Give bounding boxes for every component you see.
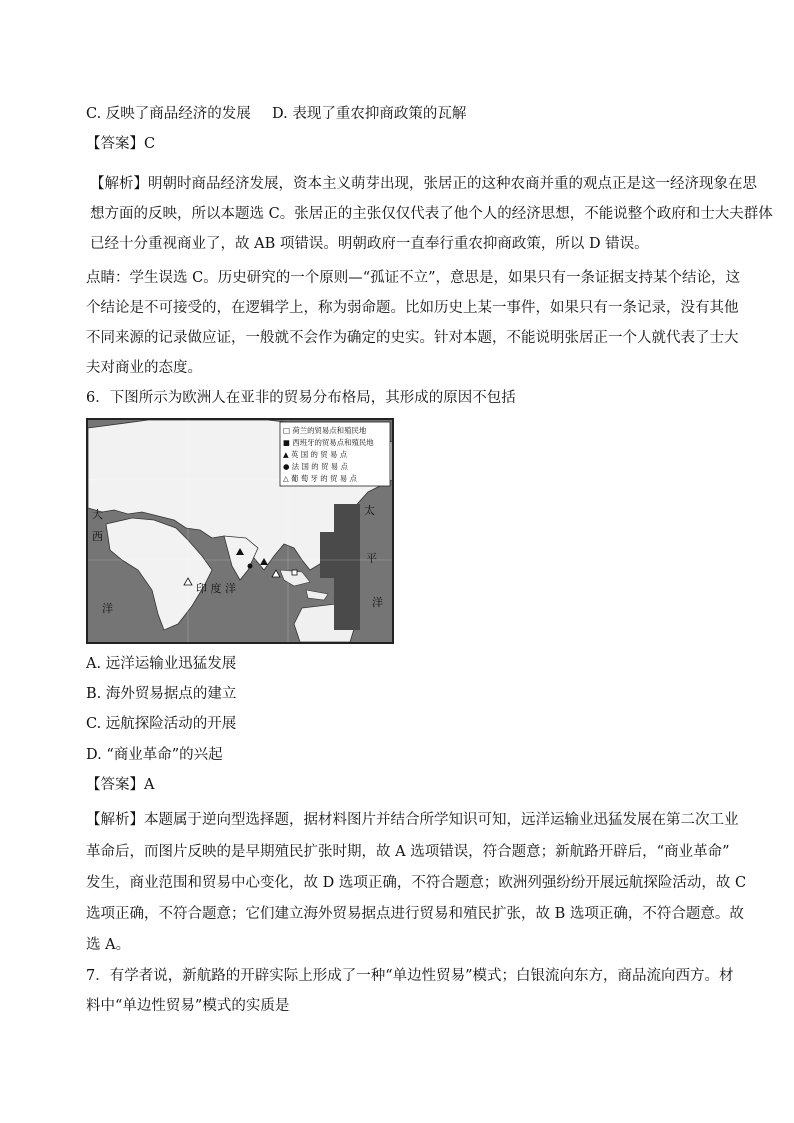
q5-analysis-line: 已经十分重视商业了，故 AB 项错误。明朝政府一直奉行重农抑商政策，所以 D 错误。 (90, 236, 649, 252)
q5-tip-line: 点睛：学生误选 C。历史研究的一个原则—“孤证不立”，意思是，如果只有一条证据支持某个结论，这 (86, 270, 741, 286)
q7-stem-line: 料中“单边性贸易”模式的实质是 (86, 998, 290, 1014)
q6-analysis-line: 【解析】本题属于逆向型选择题，据材料图片并结合所学知识可知，远洋运输业迅猛发展在第二次工业 (86, 812, 739, 828)
q6-option-d: D. “商业革命”的兴起 (86, 747, 223, 763)
legend-item-dutch: □ 荷兰的贸易点和殖民地 (283, 426, 367, 435)
q5-option-d: D. 表现了重农抑商政策的瓦解 (272, 106, 467, 122)
q6-option-b: B. 海外贸易据点的建立 (86, 686, 237, 702)
pacific-label: 洋 (372, 596, 383, 609)
dutch-trade-point-marker (292, 570, 297, 575)
q5-tip-line: 夫对商业的态度。 (86, 360, 202, 376)
q6-analysis-line: 选 A。 (86, 937, 131, 953)
q5-option-c: C. 反映了商品经济的发展 (86, 106, 251, 122)
pacific-label: 太 (364, 504, 375, 517)
atlantic-label: 西 (92, 530, 103, 543)
q6-option-a: A. 远洋运输业迅猛发展 (86, 656, 237, 672)
atlantic-label: 大 (92, 508, 103, 521)
legend-item-english: ▲ 英 国 的 贸 易 点 (283, 450, 348, 459)
q6-analysis-line: 发生，商业范围和贸易中心变化，故 D 选项正确，不符合题意；欧洲列强纷纷开展远航探险活动，故 C (86, 875, 747, 891)
q5-analysis-line: 想方面的反映，所以本题选 C。张居正的主张仅仅代表了他个人的经济思想，不能说整个政府和士大夫群体 (90, 206, 773, 222)
trade-map (86, 418, 394, 644)
q5-answer: 【答案】C (86, 136, 156, 152)
q6-stem: 6．下图所示为欧洲人在亚非的贸易分布格局，其形成的原因不包括 (86, 390, 516, 406)
legend-item-portuguese: △ 葡 萄 牙 的 贸 易 点 (283, 474, 357, 483)
q5-tip-line: 个结论是不可接受的，在逻辑学上，称为弱命题。比如历史上某一事件，如果只有一条记录，没有其他 (86, 300, 739, 316)
q6-option-c: C. 远航探险活动的开展 (86, 716, 237, 732)
q6-analysis-line: 选项正确，不符合题意；它们建立海外贸易据点进行贸易和殖民扩张，故 B 选项正确，不符合题意。故 (86, 906, 744, 922)
q5-tip-line: 不同来源的记录做应证，一般就不会作为确定的史实。针对本题，不能说明张居正一个人就代表了士大 (86, 330, 739, 346)
indian-ocean-label: 印 度 洋 (196, 582, 236, 595)
legend-item-spanish: ■ 西班牙的贸易点和殖民地 (283, 438, 374, 447)
legend-item-french: ● 法 国 的 贸 易 点 (283, 462, 348, 471)
q7-stem-line: 7．有学者说，新航路的开辟实际上形成了一种“单边性贸易”模式；白银流向东方，商品流向西方。材 (86, 968, 734, 984)
pacific-label: 平 (366, 552, 377, 565)
atlantic-label: 洋 (102, 602, 113, 615)
q6-analysis-line: 革命后，而图片反映的是早期殖民扩张时期，故 A 选项错误，符合题意；新航路开辟后，“商业革命” (86, 844, 730, 860)
q6-answer: 【答案】A (86, 777, 155, 793)
q5-analysis-line: 【解析】明朝时商品经济发展，资本主义萌芽出现，张居正的这种农商并重的观点正是这一经济现象在思 (90, 176, 757, 192)
french-trade-point-marker (248, 564, 253, 569)
